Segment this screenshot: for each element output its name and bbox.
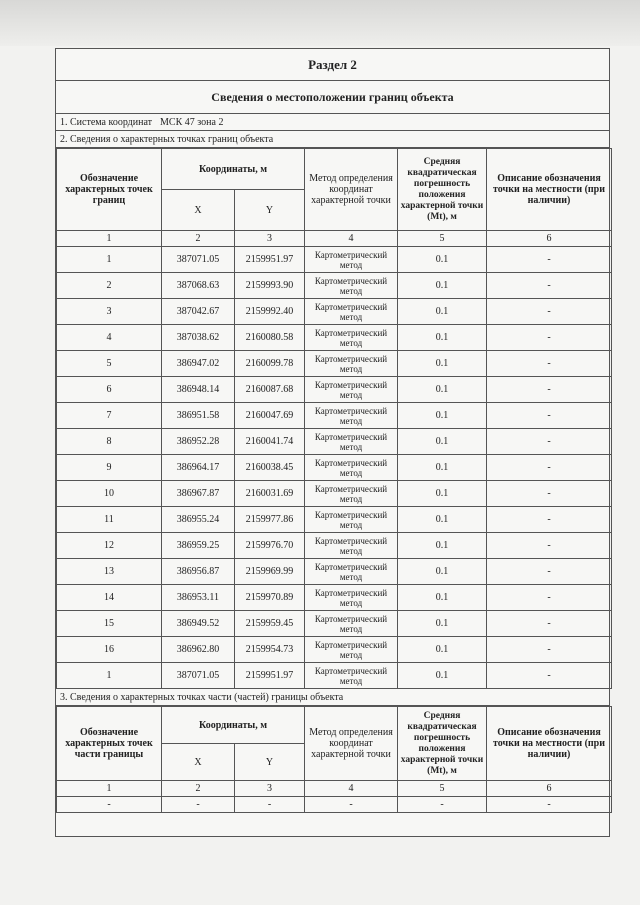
point-number-cell: 5: [57, 351, 162, 377]
col-x: X: [162, 744, 235, 781]
accuracy-cell: -: [398, 797, 487, 813]
boundary-part-points-table: [56, 706, 612, 813]
description-cell: -: [487, 663, 612, 689]
method-cell: Картометрический метод: [305, 377, 398, 403]
accuracy-cell: 0.1: [398, 273, 487, 299]
method-cell: Картометрический метод: [305, 403, 398, 429]
point-number-cell: 1: [57, 247, 162, 273]
col-method: Метод определения координат характерной точки: [305, 149, 398, 231]
accuracy-cell: 0.1: [398, 559, 487, 585]
document-page: [55, 48, 610, 837]
method-cell: Картометрический метод: [305, 507, 398, 533]
col-description: Описание обозначения точки на местности (при наличии): [487, 149, 612, 231]
y-coordinate-cell: 2159954.73: [235, 637, 305, 663]
method-cell: Картометрический метод: [305, 533, 398, 559]
accuracy-cell: 0.1: [398, 429, 487, 455]
method-cell: Картометрический метод: [305, 663, 398, 689]
x-coordinate-cell: 386956.87: [162, 559, 235, 585]
column-number-row: [57, 781, 612, 797]
method-cell: Картометрический метод: [305, 351, 398, 377]
coord-system-value: МСК 47 зона 2: [160, 116, 224, 128]
x-coordinate-cell: 386948.14: [162, 377, 235, 403]
point-number-cell: 11: [57, 507, 162, 533]
x-coordinate-cell: 386955.24: [162, 507, 235, 533]
y-coordinate-cell: 2159977.86: [235, 507, 305, 533]
x-coordinate-cell: 386959.25: [162, 533, 235, 559]
method-cell: Картометрический метод: [305, 273, 398, 299]
table1-caption: 2. Сведения о характерных точках границ объекта: [56, 131, 609, 148]
col-number: 6: [487, 781, 612, 797]
point-number-cell: 8: [57, 429, 162, 455]
x-coordinate-cell: 387038.62: [162, 325, 235, 351]
table-row: [57, 377, 612, 403]
accuracy-cell: 0.1: [398, 663, 487, 689]
section-subtitle: Сведения о местоположении границ объекта: [56, 81, 609, 114]
description-cell: -: [487, 481, 612, 507]
col-accuracy: Средняя квадратическая погрешность положения характерной точки (Mt), м: [398, 149, 487, 231]
table-row: [57, 247, 612, 273]
y-coordinate-cell: 2160038.45: [235, 455, 305, 481]
col-number: 4: [305, 231, 398, 247]
point-number-cell: 13: [57, 559, 162, 585]
table2-caption: 3. Сведения о характерных точках части (частей) границы объекта: [56, 689, 609, 706]
accuracy-cell: 0.1: [398, 585, 487, 611]
description-cell: -: [487, 403, 612, 429]
y-coordinate-cell: 2159976.70: [235, 533, 305, 559]
y-coordinate-cell: 2160047.69: [235, 403, 305, 429]
col-designation: Обозначение характерных точек границ: [57, 149, 162, 231]
method-cell: Картометрический метод: [305, 585, 398, 611]
x-coordinate-cell: 386949.52: [162, 611, 235, 637]
x-coordinate-cell: 386962.80: [162, 637, 235, 663]
method-cell: Картометрический метод: [305, 559, 398, 585]
point-number-cell: 14: [57, 585, 162, 611]
col-accuracy: Средняя квадратическая погрешность положения характерной точки (Mt), м: [398, 707, 487, 781]
description-cell: -: [487, 247, 612, 273]
table-row: [57, 429, 612, 455]
point-number-cell: 15: [57, 611, 162, 637]
accuracy-cell: 0.1: [398, 299, 487, 325]
description-cell: -: [487, 611, 612, 637]
x-coordinate-cell: -: [162, 797, 235, 813]
point-number-cell: 7: [57, 403, 162, 429]
point-number-cell: 10: [57, 481, 162, 507]
section-title: Раздел 2: [56, 49, 609, 81]
description-cell: -: [487, 533, 612, 559]
table-row: [57, 611, 612, 637]
x-coordinate-cell: 386947.02: [162, 351, 235, 377]
col-number: 3: [235, 781, 305, 797]
col-description: Описание обозначения точки на местности (при наличии): [487, 707, 612, 781]
point-number-cell: 6: [57, 377, 162, 403]
coord-system-line: [56, 114, 609, 131]
x-coordinate-cell: 387042.67: [162, 299, 235, 325]
accuracy-cell: 0.1: [398, 247, 487, 273]
point-number-cell: 3: [57, 299, 162, 325]
y-coordinate-cell: 2160099.78: [235, 351, 305, 377]
y-coordinate-cell: -: [235, 797, 305, 813]
method-cell: Картометрический метод: [305, 637, 398, 663]
y-coordinate-cell: 2159969.99: [235, 559, 305, 585]
col-y: Y: [235, 744, 305, 781]
accuracy-cell: 0.1: [398, 507, 487, 533]
col-number: 1: [57, 231, 162, 247]
description-cell: -: [487, 273, 612, 299]
x-coordinate-cell: 387071.05: [162, 247, 235, 273]
method-cell: Картометрический метод: [305, 481, 398, 507]
method-cell: Картометрический метод: [305, 611, 398, 637]
method-cell: Картометрический метод: [305, 429, 398, 455]
col-number: 6: [487, 231, 612, 247]
y-coordinate-cell: 2160041.74: [235, 429, 305, 455]
col-coordinates: Координаты, м: [162, 707, 305, 744]
x-coordinate-cell: 386952.28: [162, 429, 235, 455]
col-number: 4: [305, 781, 398, 797]
accuracy-cell: 0.1: [398, 351, 487, 377]
table-row: [57, 559, 612, 585]
accuracy-cell: 0.1: [398, 325, 487, 351]
description-cell: -: [487, 377, 612, 403]
description-cell: -: [487, 797, 612, 813]
col-x: X: [162, 190, 235, 231]
table-row: [57, 403, 612, 429]
point-number-cell: 16: [57, 637, 162, 663]
y-coordinate-cell: 2160087.68: [235, 377, 305, 403]
description-cell: -: [487, 455, 612, 481]
table-row: [57, 533, 612, 559]
y-coordinate-cell: 2159992.40: [235, 299, 305, 325]
accuracy-cell: 0.1: [398, 533, 487, 559]
description-cell: -: [487, 325, 612, 351]
y-coordinate-cell: 2159951.97: [235, 663, 305, 689]
x-coordinate-cell: 386953.11: [162, 585, 235, 611]
table-row: [57, 481, 612, 507]
y-coordinate-cell: 2160031.69: [235, 481, 305, 507]
column-number-row: [57, 231, 612, 247]
col-coordinates: Координаты, м: [162, 149, 305, 190]
description-cell: -: [487, 637, 612, 663]
col-y: Y: [235, 190, 305, 231]
table-row: [57, 585, 612, 611]
description-cell: -: [487, 559, 612, 585]
description-cell: -: [487, 429, 612, 455]
point-number-cell: 9: [57, 455, 162, 481]
col-number: 1: [57, 781, 162, 797]
method-cell: Картометрический метод: [305, 247, 398, 273]
col-number: 2: [162, 781, 235, 797]
col-number: 5: [398, 781, 487, 797]
method-cell: Картометрический метод: [305, 455, 398, 481]
col-method: Метод определения координат характерной точки: [305, 707, 398, 781]
accuracy-cell: 0.1: [398, 637, 487, 663]
table-row: [57, 351, 612, 377]
col-designation: Обозначение характерных точек части границы: [57, 707, 162, 781]
table-row: [57, 299, 612, 325]
description-cell: -: [487, 507, 612, 533]
accuracy-cell: 0.1: [398, 611, 487, 637]
point-number-cell: 4: [57, 325, 162, 351]
method-cell: Картометрический метод: [305, 299, 398, 325]
scan-top-shadow: [0, 0, 640, 46]
table-row: [57, 455, 612, 481]
accuracy-cell: 0.1: [398, 403, 487, 429]
col-number: 3: [235, 231, 305, 247]
table-row: [57, 325, 612, 351]
x-coordinate-cell: 387068.63: [162, 273, 235, 299]
x-coordinate-cell: 386951.58: [162, 403, 235, 429]
x-coordinate-cell: 387071.05: [162, 663, 235, 689]
description-cell: -: [487, 585, 612, 611]
y-coordinate-cell: 2159951.97: [235, 247, 305, 273]
point-number-cell: -: [57, 797, 162, 813]
table-row: [57, 797, 612, 813]
accuracy-cell: 0.1: [398, 481, 487, 507]
y-coordinate-cell: 2160080.58: [235, 325, 305, 351]
point-number-cell: 1: [57, 663, 162, 689]
description-cell: -: [487, 299, 612, 325]
point-number-cell: 12: [57, 533, 162, 559]
y-coordinate-cell: 2159993.90: [235, 273, 305, 299]
accuracy-cell: 0.1: [398, 455, 487, 481]
table-row: [57, 507, 612, 533]
x-coordinate-cell: 386964.17: [162, 455, 235, 481]
point-number-cell: 2: [57, 273, 162, 299]
table-row: [57, 663, 612, 689]
y-coordinate-cell: 2159970.89: [235, 585, 305, 611]
accuracy-cell: 0.1: [398, 377, 487, 403]
boundary-points-table: [56, 148, 612, 689]
description-cell: -: [487, 351, 612, 377]
table-row: [57, 273, 612, 299]
col-number: 2: [162, 231, 235, 247]
col-number: 5: [398, 231, 487, 247]
method-cell: -: [305, 797, 398, 813]
y-coordinate-cell: 2159959.45: [235, 611, 305, 637]
table-row: [57, 637, 612, 663]
coord-system-label: 1. Система координат: [60, 116, 153, 128]
method-cell: Картометрический метод: [305, 325, 398, 351]
x-coordinate-cell: 386967.87: [162, 481, 235, 507]
